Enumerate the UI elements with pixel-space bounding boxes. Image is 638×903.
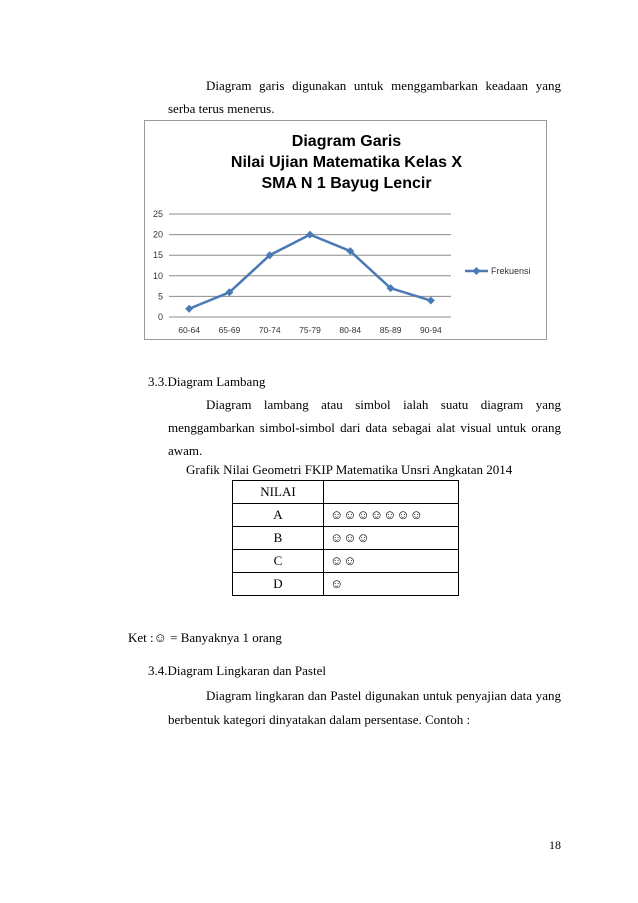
table-row xyxy=(233,504,459,527)
smiley-icons: ☺ xyxy=(324,573,459,596)
y-tick-label: 20 xyxy=(152,229,163,240)
legend-label: Frekuensi xyxy=(491,266,531,276)
x-tick-label: 75-79 xyxy=(299,325,321,335)
intro-line-2: serba terus menerus. xyxy=(168,101,275,116)
grade-label: C xyxy=(233,550,324,573)
chart-plot xyxy=(145,121,548,341)
grade-label: B xyxy=(233,527,324,550)
table-row xyxy=(233,550,459,573)
chart-title-line-1: Diagram Garis xyxy=(291,133,402,150)
chart-title-line-3: SMA N 1 Bayug Lencir xyxy=(261,175,432,192)
data-point xyxy=(427,297,435,305)
section-3-3-line-1: Diagram lambang atau simbol ialah suatu diagram yang xyxy=(206,397,561,412)
x-tick-label: 60-64 xyxy=(178,325,201,335)
table-row xyxy=(233,481,459,504)
section-3-3-line-2: menggambarkan simbol-simbol dari data sebagai alat visual untuk orang xyxy=(168,420,561,435)
legend-marker xyxy=(473,267,481,275)
section-3-3-heading: 3.3.Diagram Lambang xyxy=(148,374,266,389)
pictogram-table xyxy=(232,480,459,596)
smiley-icons: ☺☺☺ xyxy=(324,527,459,550)
page-number: 18 xyxy=(549,838,561,852)
smiley-icons: ☺☺ xyxy=(324,550,459,573)
section-3-4-heading: 3.4.Diagram Lingkaran dan Pastel xyxy=(148,663,326,678)
line-chart xyxy=(144,120,547,340)
chart-title-line-2: Nilai Ujian Matematika Kelas X xyxy=(230,154,463,171)
section-3-4-line-2: berbentuk kategori dinyatakan dalam persentase. Contoh : xyxy=(168,712,471,727)
y-tick-label: 10 xyxy=(152,270,163,281)
y-tick-label: 5 xyxy=(157,291,163,302)
y-tick-label: 25 xyxy=(152,209,163,219)
y-tick-label: 15 xyxy=(152,250,163,261)
x-tick-label: 65-69 xyxy=(218,325,241,335)
section-3-3-line-3: awam. xyxy=(168,443,203,458)
data-point xyxy=(185,305,193,313)
smiley-icons: ☺☺☺☺☺☺☺ xyxy=(324,504,459,527)
series-line xyxy=(189,235,431,309)
intro-line-1: Diagram garis digunakan untuk menggambarkan keadaan yang xyxy=(206,78,561,93)
x-tick-label: 80-84 xyxy=(339,325,362,335)
table-row xyxy=(233,573,459,596)
x-tick-label: 85-89 xyxy=(379,325,402,335)
table-header-value xyxy=(324,481,459,504)
section-3-4-line-1: Diagram lingkaran dan Pastel digunakan untuk penyajian data yang xyxy=(206,688,561,703)
table-header-nilai: NILAI xyxy=(233,481,324,504)
y-tick-label: 0 xyxy=(157,312,163,322)
x-tick-label: 90-94 xyxy=(419,325,442,335)
pictogram-legend-note: Ket :☺ = Banyaknya 1 orang xyxy=(128,630,282,645)
pictogram-caption: Grafik Nilai Geometri FKIP Matematika Unsri Angkatan 2014 xyxy=(186,462,513,477)
grade-label: D xyxy=(233,573,324,596)
x-tick-label: 70-74 xyxy=(258,325,281,335)
table-row xyxy=(233,527,459,550)
grade-label: A xyxy=(233,504,324,527)
